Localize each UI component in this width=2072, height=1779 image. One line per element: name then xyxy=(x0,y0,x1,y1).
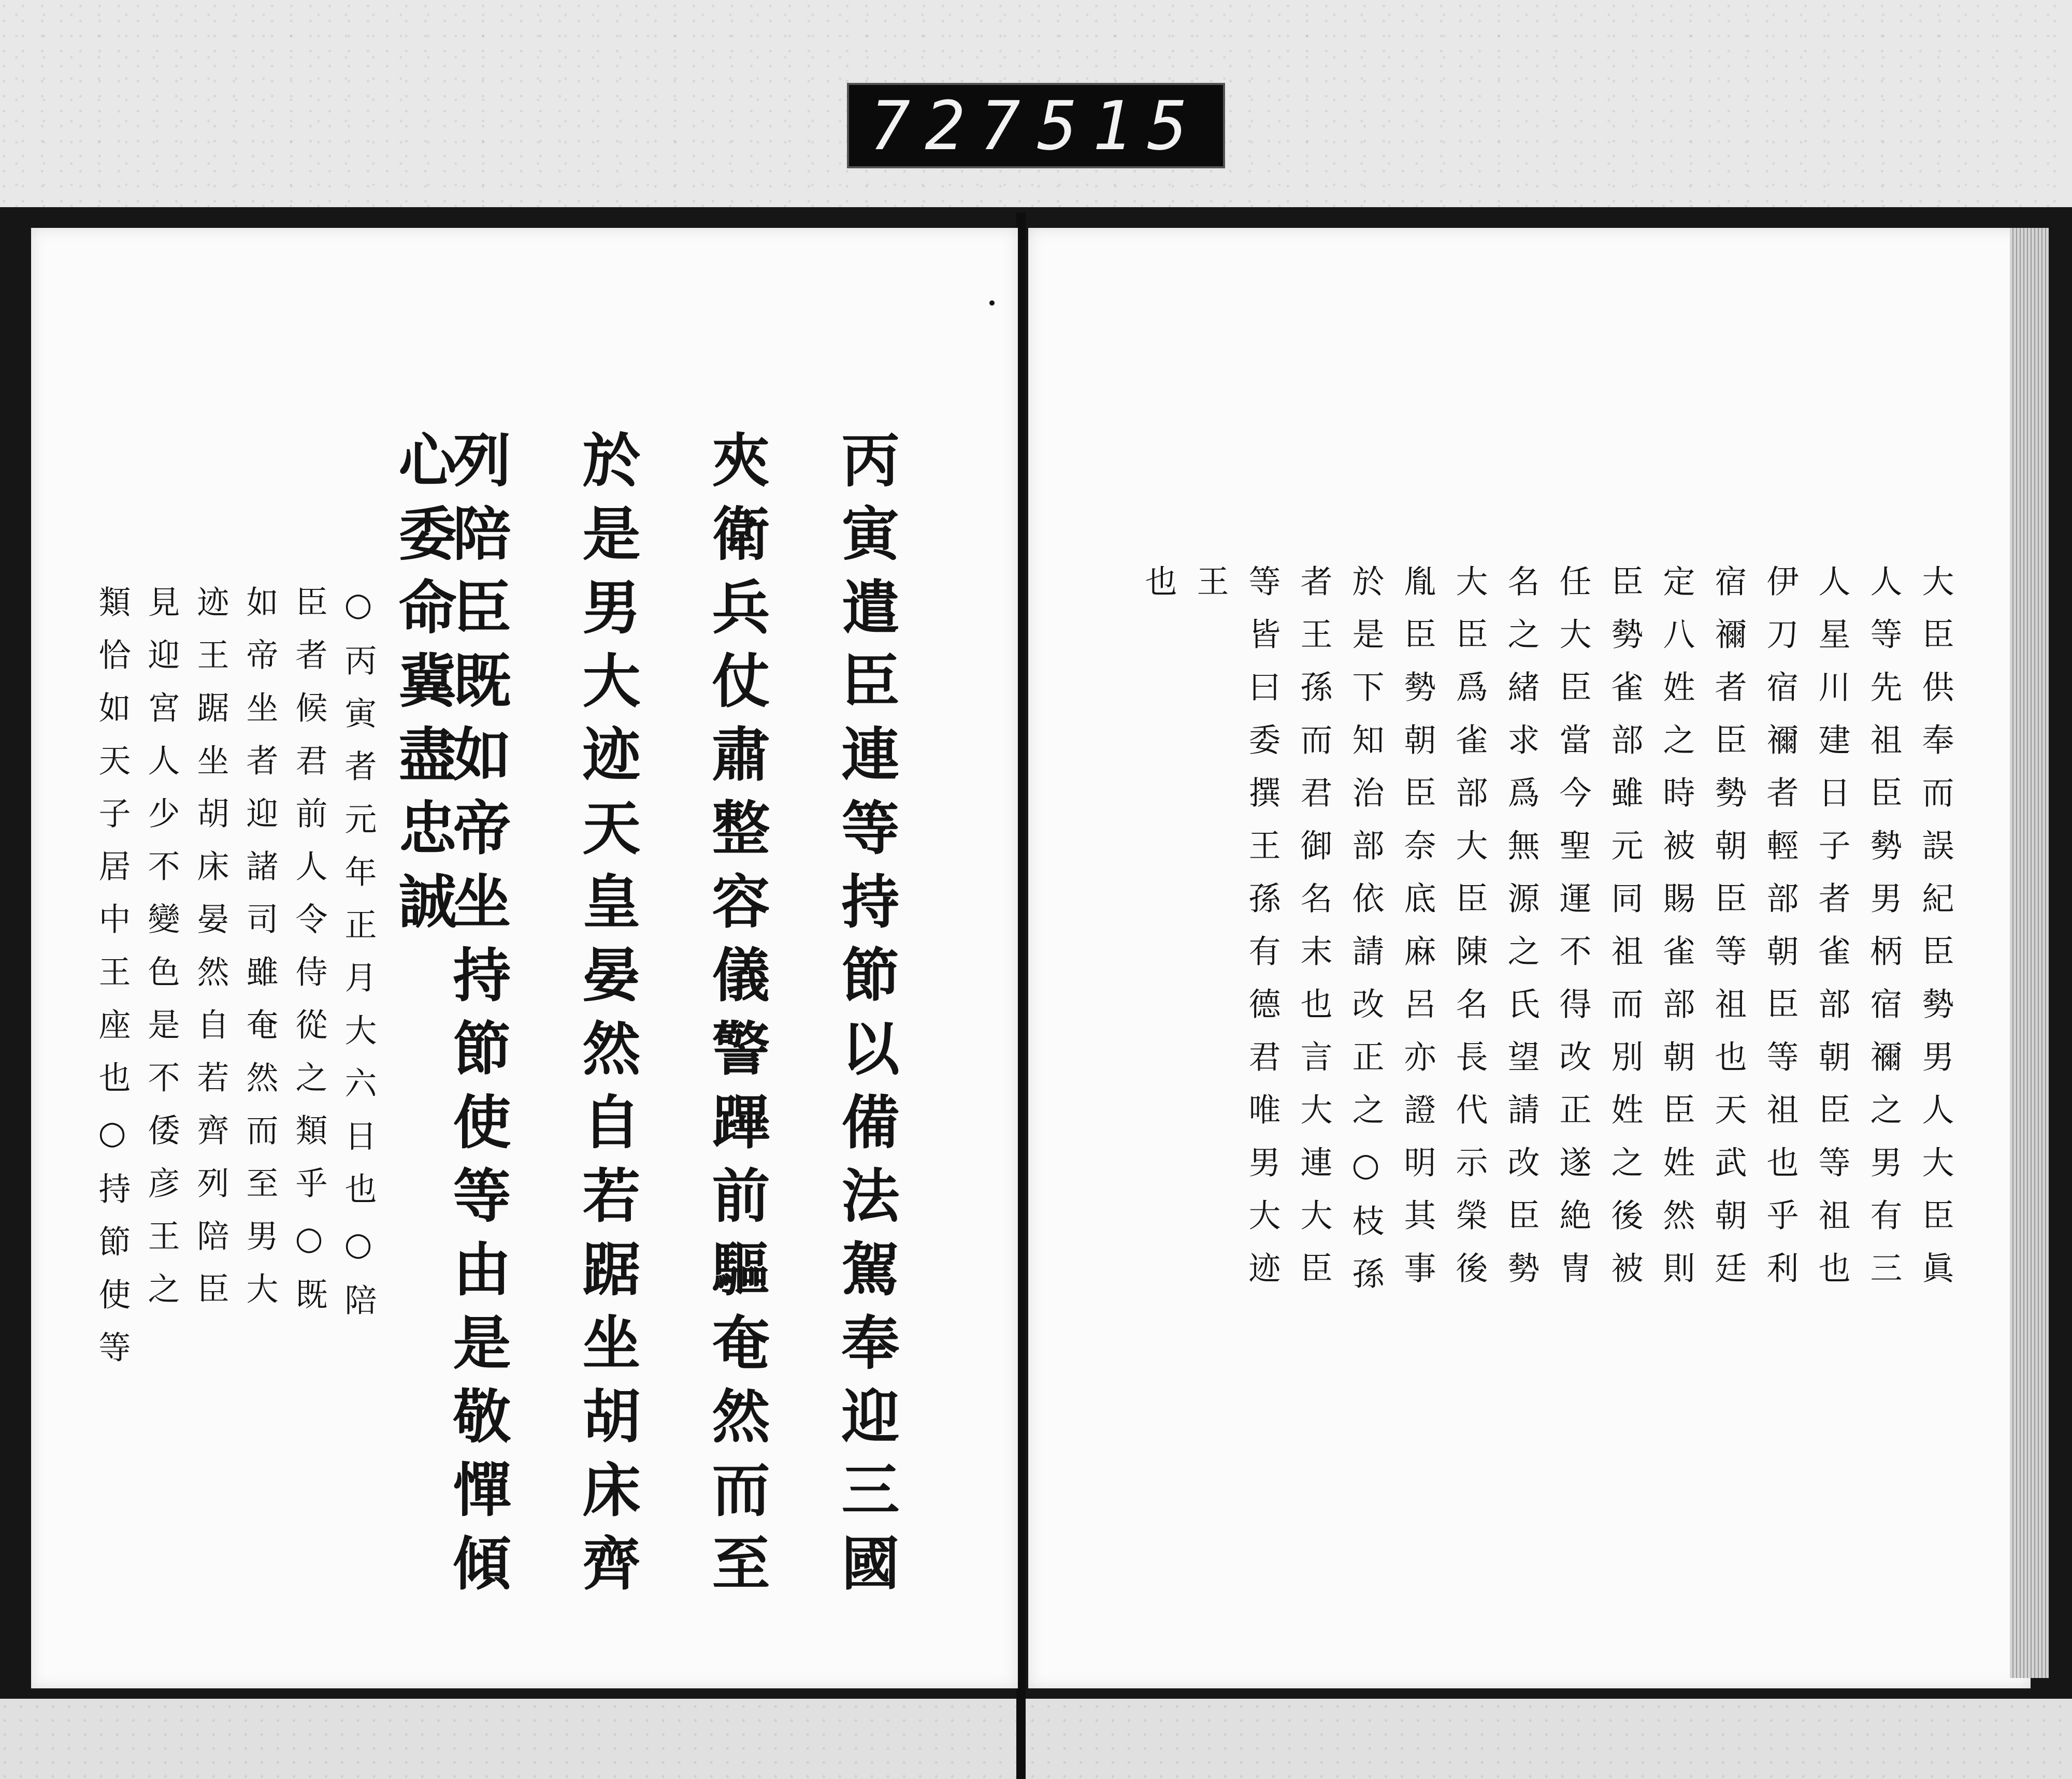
left-page xyxy=(31,228,1018,1688)
commentary-column-1: ○丙寅者元年正月大六日也○陪 xyxy=(339,585,377,1336)
text-column-1: 大臣供奉而誤紀臣勢男人大臣眞 xyxy=(1917,565,1954,1304)
main-text-column-1: 丙寅遣臣連等持節以備法駕奉迎三國 xyxy=(832,430,900,1607)
catalog-number-label xyxy=(847,83,1225,168)
catalog-number-right: 515 xyxy=(1037,86,1202,165)
text-column-14: 等皆曰委撰王孫有德君唯男大迹 xyxy=(1243,565,1281,1304)
text-column-11: 胤臣勢朝臣奈底麻呂亦證明其事 xyxy=(1399,565,1436,1304)
ink-dot xyxy=(989,300,995,306)
page-edges xyxy=(2010,228,2049,1678)
text-column-12: 於是下知治部依請改正之○枝孫 xyxy=(1347,565,1385,1310)
text-column-13: 者王孫而君御名末也言大連大臣 xyxy=(1295,565,1333,1304)
text-column-5: 宿禰者臣勢朝臣等祖也天武朝廷 xyxy=(1709,565,1747,1304)
text-column-3: 人星川建日子者雀部朝臣等祖也 xyxy=(1813,565,1851,1304)
right-page xyxy=(1028,228,2031,1688)
text-column-9: 名之緒求爲無源之氏望請改臣勢 xyxy=(1502,565,1540,1304)
text-column-2: 人等先祖臣勢男柄宿禰之男有三 xyxy=(1865,565,1903,1304)
text-column-10: 大臣爲雀部大臣陳名長代示榮後 xyxy=(1450,565,1488,1304)
commentary-column-2: 臣者候君前人令侍從之類乎○既 xyxy=(290,585,328,1330)
text-column-16: 也 xyxy=(1140,565,1177,617)
text-column-8: 任大臣當今聖運不得改正遂絶冑 xyxy=(1554,565,1592,1304)
main-text-column-3: 於是男大迹天皇晏然自若踞坐胡床齊 xyxy=(573,430,641,1607)
main-text-column-4: 列陪臣既如帝坐持節使等由是敬憚傾 xyxy=(443,430,511,1607)
catalog-number-left: 727 xyxy=(870,86,1035,165)
main-text-column-2: 夾衛兵仗肅整容儀警蹕前驅奄然而至 xyxy=(702,430,770,1607)
commentary-column-5: 見迎宮人少不變色是不倭彦王之 xyxy=(142,585,180,1325)
text-column-7: 臣勢雀部雖元同祖而別姓之後被 xyxy=(1606,565,1644,1304)
scan-background-bottom xyxy=(0,1688,2072,1779)
commentary-column-4: 迹王踞坐胡床晏然自若齊列陪臣 xyxy=(192,585,229,1325)
commentary-column-3: 如帝坐者迎諸司雖奄然而至男大 xyxy=(241,585,279,1325)
text-column-4: 伊刀宿禰者輕部朝臣等祖也乎利 xyxy=(1761,565,1799,1304)
text-column-6: 定八姓之時被賜雀部朝臣姓然則 xyxy=(1658,565,1695,1304)
text-column-15: 王 xyxy=(1191,565,1229,617)
commentary-column-6: 類恰如天子居中王座也○持節使等 xyxy=(93,585,131,1383)
main-text-column-5: 心委命冀盡忠誠 xyxy=(389,430,457,945)
